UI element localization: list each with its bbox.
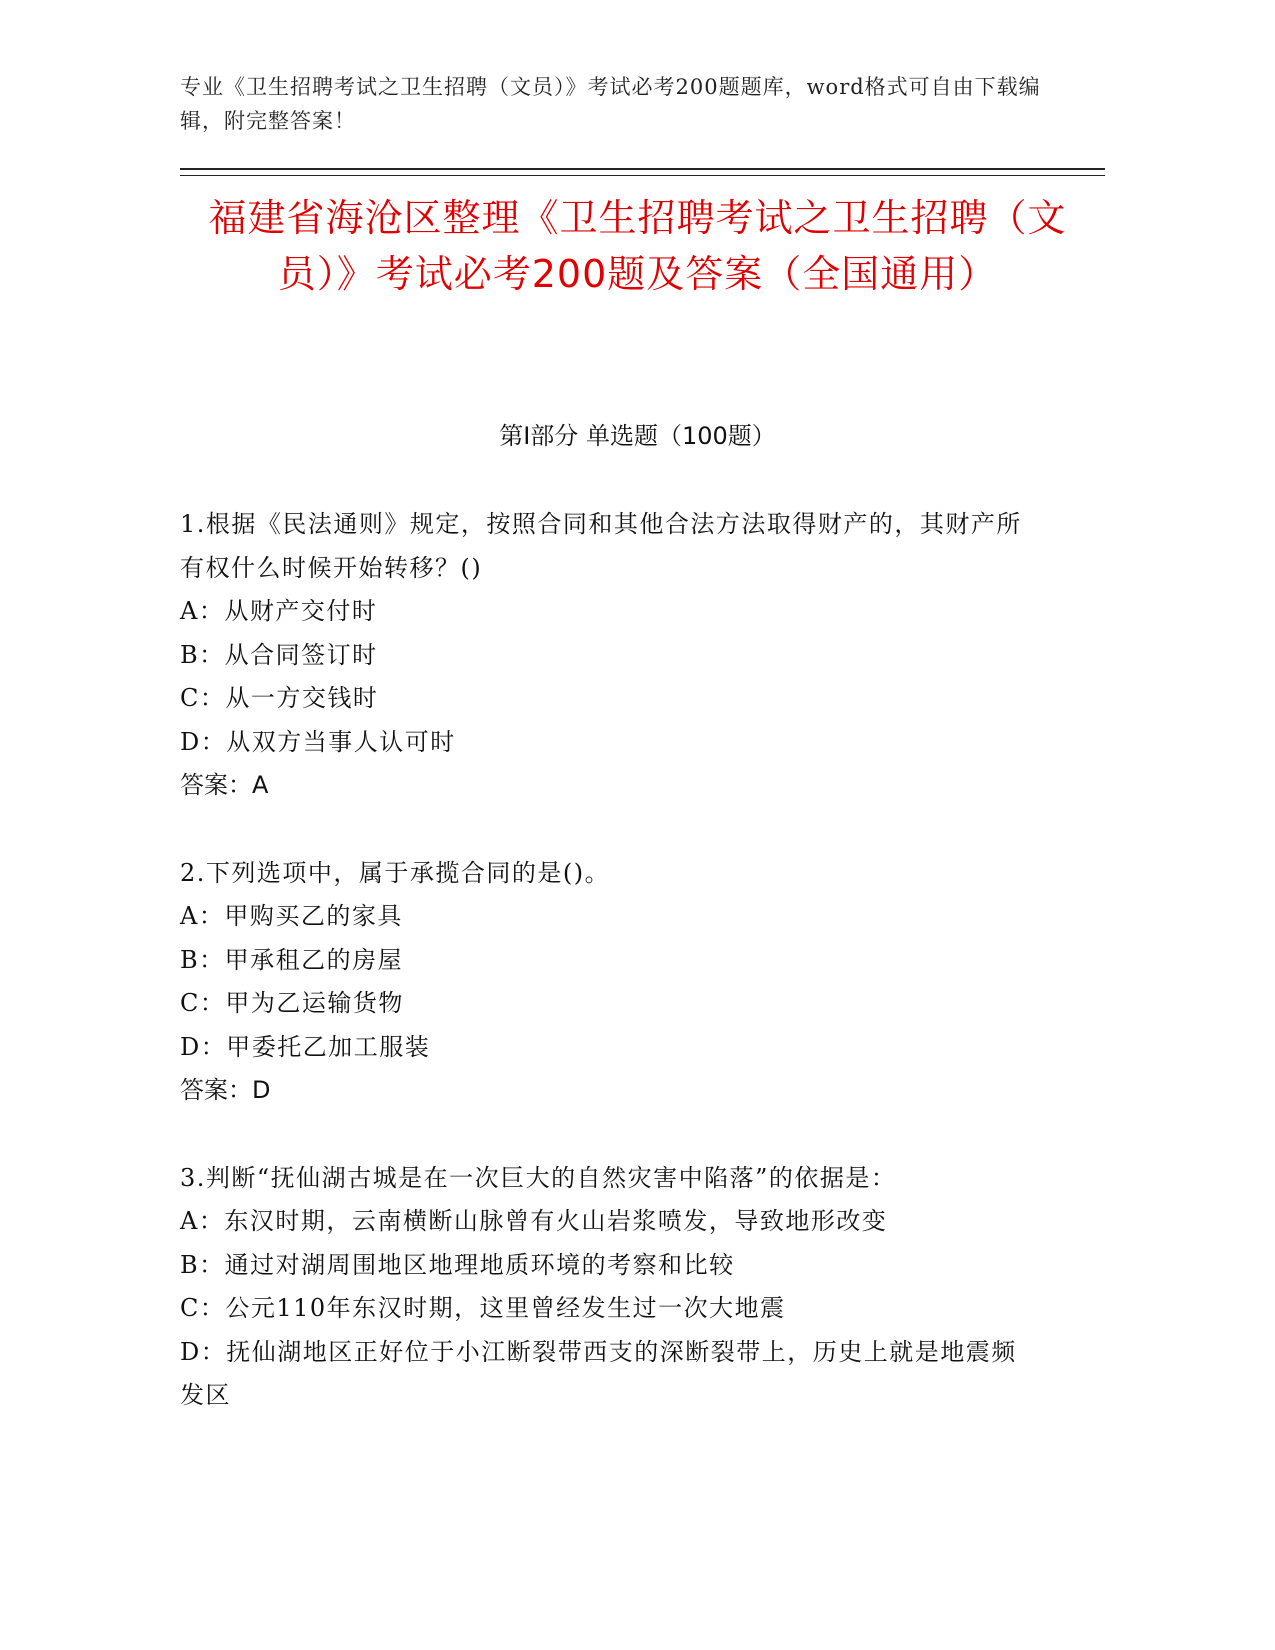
header-rule-thin xyxy=(180,175,1105,176)
question-1 xyxy=(180,503,1030,808)
section-title: 第I部分 单选题（100题） xyxy=(499,422,776,450)
option-d: D：甲委托乙加工服装 xyxy=(180,1032,431,1061)
header-note: 专业《卫生招聘考试之卫生招聘（文员）》考试必考200题题库，word格式可自由下载编辑，附完整答案！ xyxy=(180,75,1041,133)
question-stem: 3.判断“抚仙湖古城是在一次巨大的自然灾害中陷落”的依据是： xyxy=(180,1163,897,1192)
question-stem: 2.下列选项中，属于承揽合同的是()。 xyxy=(180,858,611,887)
answer: 答案：A xyxy=(180,771,269,799)
option-b: B：甲承租乙的房屋 xyxy=(180,945,404,974)
option-a: A：从财产交付时 xyxy=(180,597,378,625)
option-b: B：通过对湖周围地区地理地质环境的考察和比较 xyxy=(180,1250,735,1279)
option-d: D：从双方当事人认可时 xyxy=(180,727,456,756)
option-a: A：东汉时期，云南横断山脉曾有火山岩浆喷发，导致地形改变 xyxy=(180,1207,888,1235)
option-c: C：从一方交钱时 xyxy=(180,684,379,712)
option-d: D：抚仙湖地区正好位于小江断裂带西支的深断裂带上，历史上就是地震频发区 xyxy=(180,1337,1017,1409)
answer: 答案：D xyxy=(180,1076,271,1104)
document-title: 福建省海沧区整理《卫生招聘考试之卫生招聘（文员）》考试必考200题及答案（全国通用） xyxy=(208,196,1067,296)
question-3 xyxy=(180,1157,1030,1418)
question-stem: 1.根据《民法通则》规定，按照合同和其他合法方法取得财产的，其财产所有权什么时候开始转移？() xyxy=(180,510,1022,582)
question-list xyxy=(180,503,1030,1462)
option-c: C：公元110年东汉时期，这里曾经发生过一次大地震 xyxy=(180,1294,786,1322)
option-a: A：甲购买乙的家具 xyxy=(180,902,403,930)
header-rule-thick xyxy=(180,168,1105,170)
option-c: C：甲为乙运输货物 xyxy=(180,989,404,1017)
option-b: B：从合同签订时 xyxy=(180,640,378,669)
question-2 xyxy=(180,852,1030,1113)
